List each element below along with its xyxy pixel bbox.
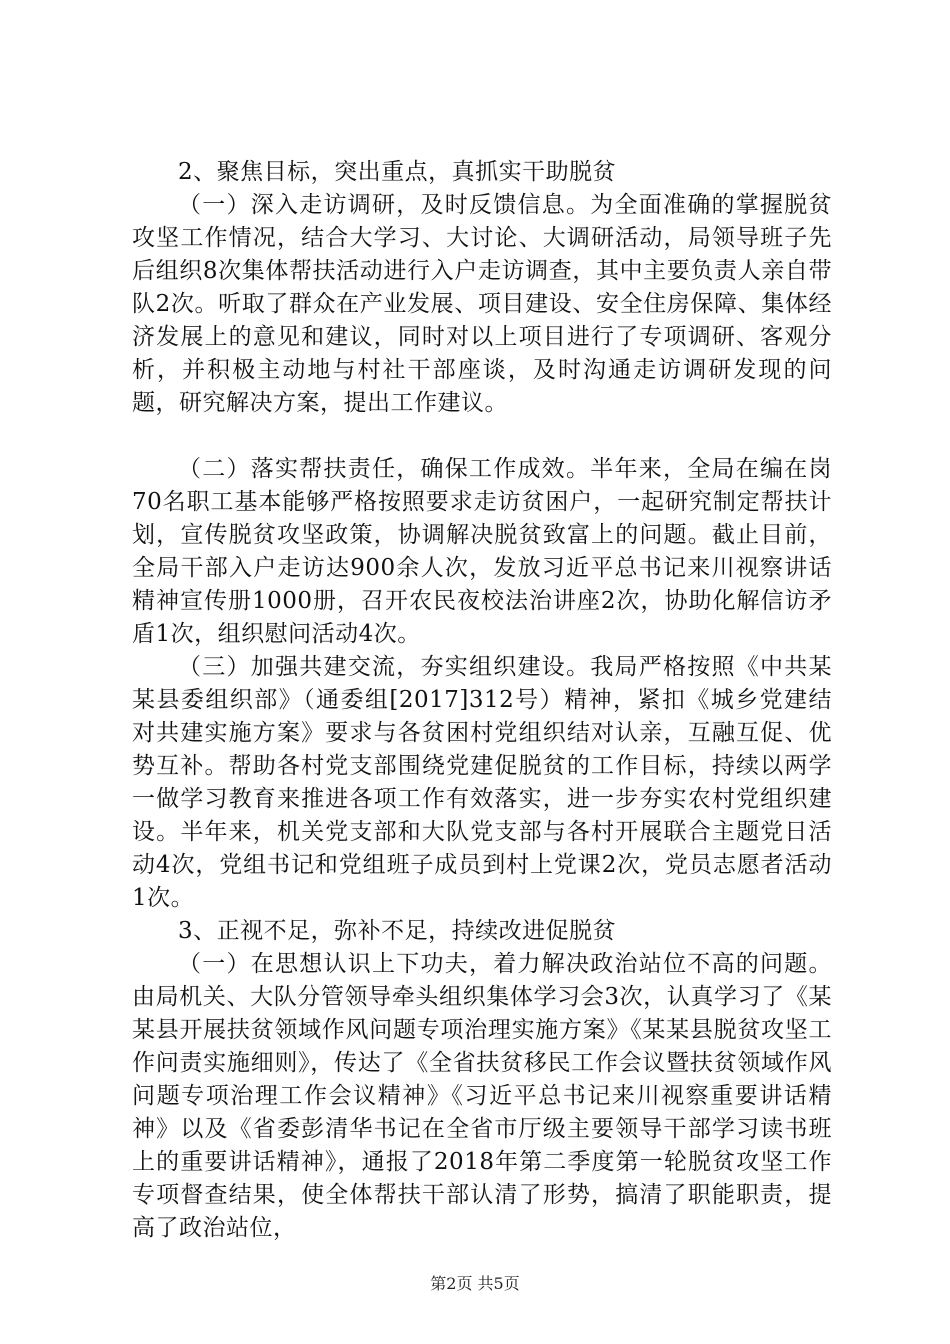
section-heading: 2、聚焦目标，突出重点，真抓实干助脱贫 xyxy=(178,159,617,185)
paragraph: （三）加强共建交流，夯实组织建设。我局严格按照《中共某某县委组织部》（通委组[2017]312号）精神，紧扣《城乡党建结对共建实施方案》要求与各贫困村党组织结对认亲，互融互促、优势互补。帮助各村党支部围绕党建促脱贫的工作目标，持续以两学一做学习教育来推进各项工作有效落实，进一步夯实农村党组织建设。半年来，机关党支部和大队党支部与各村开展联合主题党日活动4次，党组书记和党组班子成员到村上党课2次，党员志愿者活动1次。 xyxy=(132,654,832,911)
paragraph: （二）落实帮扶责任，确保工作成效。半年来，全局在编在岗70名职工基本能够严格按照要求走访贫困户，一起研究制定帮扶计划，宣传脱贫攻坚政策，协调解决脱贫致富上的问题。截止目前，全局干部入户走访达900余人次，发放习近平总书记来川视察讲话精神宣传册1000册，召开农民夜校法治讲座2次，协助化解信访矛盾1次，组织慰问活动4次。 xyxy=(132,456,832,647)
paragraph-gap xyxy=(132,420,832,453)
page-footer: 第2页 共5页 xyxy=(430,1274,520,1293)
paragraph: （一）在思想认识上下功夫，着力解决政治站位不高的问题。由局机关、大队分管领导牵头组织集体学习会3次，认真学习了《某某县开展扶贫领域作风问题专项治理实施方案》《某某县脱贫攻坚工作问责实施细则》，传达了《全省扶贫移民工作会议暨扶贫领域作风问题专项治理工作会议精神》《习近平总书记来川视察重要讲话精神》以及《省委彭清华书记在全省市厅级主要领导干部学习读书班上的重要讲话精神》，通报了2018年第二季度第一轮脱贫攻坚工作专项督查结果，使全体帮扶干部认清了形势，搞清了职能职责，提高了政治站位， xyxy=(132,951,832,1241)
paragraph: （一）深入走访调研，及时反馈信息。为全面准确的掌握脱贫攻坚工作情况，结合大学习、大讨论、大调研活动，局领导班子先后组织8次集体帮扶活动进行入户走访调查，其中主要负责人亲自带队2次。听取了群众在产业发展、项目建设、安全住房保障、集体经济发展上的意见和建议，同时对以上项目进行了专项调研、客观分析，并积极主动地与村社干部座谈，及时沟通走访调研发现的问题，研究解决方案，提出工作建议。 xyxy=(132,192,832,416)
document-body xyxy=(132,156,832,1245)
section-heading: 3、正视不足，弥补不足，持续改进促脱贫 xyxy=(178,918,617,944)
